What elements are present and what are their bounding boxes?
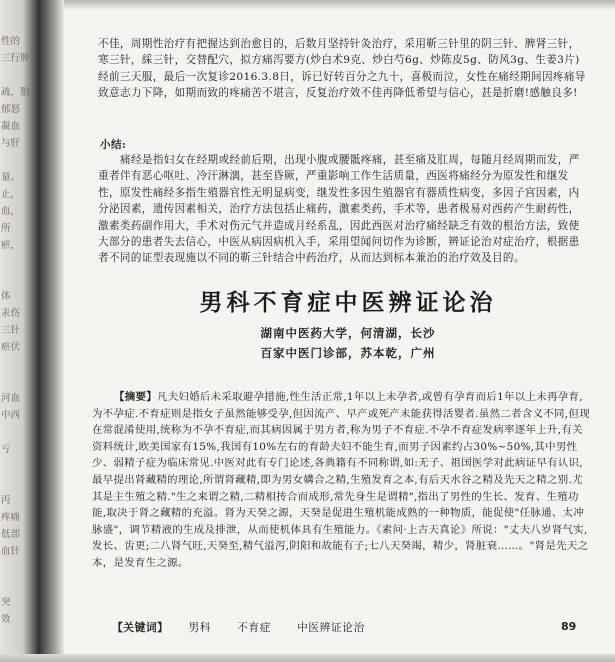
keyword: 男科: [188, 621, 212, 634]
adjacent-page-fragment: 血针: [1, 546, 21, 557]
adjacent-page-fragment: 瘀，: [1, 240, 21, 251]
adjacent-page-fragment: 与肝: [1, 138, 21, 149]
adjacent-page-fragment: 郁怒: [1, 104, 21, 115]
abstract-text: 凡夫妇婚后未采取避孕措施,性生活正常,1年以上未孕者,或曾有孕育而后1年以上未再孕育,为不孕症.不育症则是指女子虽然能够受孕,但因流产、早产或死产未能获得活婴者.虽然二者含义不同,但现在常混淆使用,统称为不孕不育症,而其病因属于男方者,称为男子不育症.不孕不育症发病率逐年上升,有关资料统计,欧美国家有15%,我国有10%左右的育龄夫妇不能生育,而男子因素约占30%~50%,其中男性少、弱精子症为临床常见.中医对此有专门论述,各典籍有不同称谓,如:无子、祖国医学对此病证早有认识,最早提出肾藏精的理论,所谓肾藏精,即为男女媾合之精,生殖发育之本,有后天水谷之精及先天之精之别.尤其是主生殖之精."生之来谓之精,二精相抟合而成形,常先身生是谓精",指出了男性的生长、发育、生殖功能,取决于肾之藏精的充溢。肾为天癸之源，天癸是促进生殖机能成熟的一种物质，能促使"任脉通、太冲脉盛"，调节精液的生成及排泄，从而使机体具有生殖能力。《素问·上古天真论》所说："丈夫八岁肾气实,发长、齿更;二八肾气旺,天癸至,精气溢泻,阴阳和故能有子;七八天癸竭，精少，肾脏衰……。"肾是先天之本，是发育生之源。: [92, 391, 590, 569]
bottom-edge-shadow: [0, 654, 615, 662]
keywords-line: [112, 620, 391, 635]
adjacent-page-fragment: 效: [1, 614, 11, 625]
abstract-paragraph: [92, 389, 592, 572]
adjacent-page-fragment: 三行肿: [1, 53, 30, 64]
adjacent-page-fragment: 止，: [1, 189, 21, 200]
author-affiliation-1: 湖南中医药大学，何清湖，长沙: [260, 326, 436, 340]
adjacent-page-fragment: 河血: [1, 393, 21, 404]
adjacent-page-fragment: 疼痛: [1, 512, 21, 523]
adjacent-page-fragment: 所: [1, 223, 11, 234]
keyword: 中医辨证论治: [296, 621, 365, 634]
case-continuation-text: 不佳，周期性治疗有把握达到治愈目的，后数月坚持针灸治疗，采用靳三针里的阴三针、脾肾三针，寒三针，綵三针，交替配穴，拟方痛泻要方(炒白术9克、炒白芍6g、炒陈皮5g、防风3g、生姜3片)经前三天服，最后一次复诊2016.3.8日，诉已好转百分之九十，喜极而泣，女性在痛经期间因疼痛导致意志力下降，如期而致的疼痛苦不堪言，反复治疗效不佳再降低希望与信心，甚是折磨!感触良多!: [98, 38, 586, 100]
adjacent-page-fragment: 亏: [1, 444, 11, 455]
summary-paragraph: [98, 152, 590, 267]
case-continuation-paragraph: [98, 36, 588, 102]
adjacent-page-fragment: 汞伤: [1, 308, 21, 319]
adjacent-page-fragment: 丙: [1, 495, 11, 506]
adjacent-page-fragment: 血，: [1, 206, 21, 217]
top-edge-shadow: [64, 0, 615, 10]
adjacent-page-fragment: 低部: [1, 529, 21, 540]
adjacent-page-fragment: 中西: [1, 410, 21, 421]
author-affiliation-2: 百家中医门诊部，苏本乾，广州: [260, 346, 436, 360]
adjacent-page-fragment: 体: [1, 291, 11, 302]
adjacent-page-fragment: 疏，胞: [1, 87, 30, 98]
page-number: 89: [561, 620, 577, 633]
adjacent-page-strip: [0, 0, 38, 662]
keyword: 不育症: [237, 621, 271, 634]
adjacent-page-fragment: 瘀伏: [1, 342, 21, 353]
summary-text: 痛经是指妇女在经期或经前后期，出现小腹或腰骶疼痛，甚至痛及肛周，每随月经周期而发，严重者伴有恶心呕吐、冷汗淋漓，甚至昏厥，严重影响工作生活质量，西医将痛经分为原发性和继发性，原发性痛经多指生殖器官性无明显病变，继发性多因生殖器官有器质性病变，多因子宫因素，内分泌因素，遗传因素相关，治疗方法包括止痛药，激素类药，手术等，患者极易对西药产生耐药性，激素类药副作用大，手术对伤元气并造成月经系乱，因此西医对治疗痛经缺乏有效的根治方法，致使大部分的患者失去信心，中医从病因病机入手，采用望闻问切作为诊断，辨证论治对症治疗，根据患者不同的证型表现施以不同的靳三针结合中药治疗，从而达到标本兼治的治疗效及目的。: [98, 154, 580, 265]
binding-shadow: [38, 0, 64, 662]
article-title: 男科不育症中医辨证论治: [199, 290, 497, 316]
adjacent-page-fragment: 突: [1, 597, 11, 608]
summary-heading: 小结:: [100, 139, 127, 151]
adjacent-page-fragment: 凝血: [1, 121, 21, 132]
abstract-label: 【摘要】: [114, 391, 157, 403]
adjacent-page-fragment: 三针: [1, 325, 21, 336]
adjacent-page-fragment: 性的: [1, 36, 21, 47]
adjacent-page-fragment: 量。: [1, 172, 21, 183]
keywords-label: 【关键词】: [112, 621, 169, 634]
